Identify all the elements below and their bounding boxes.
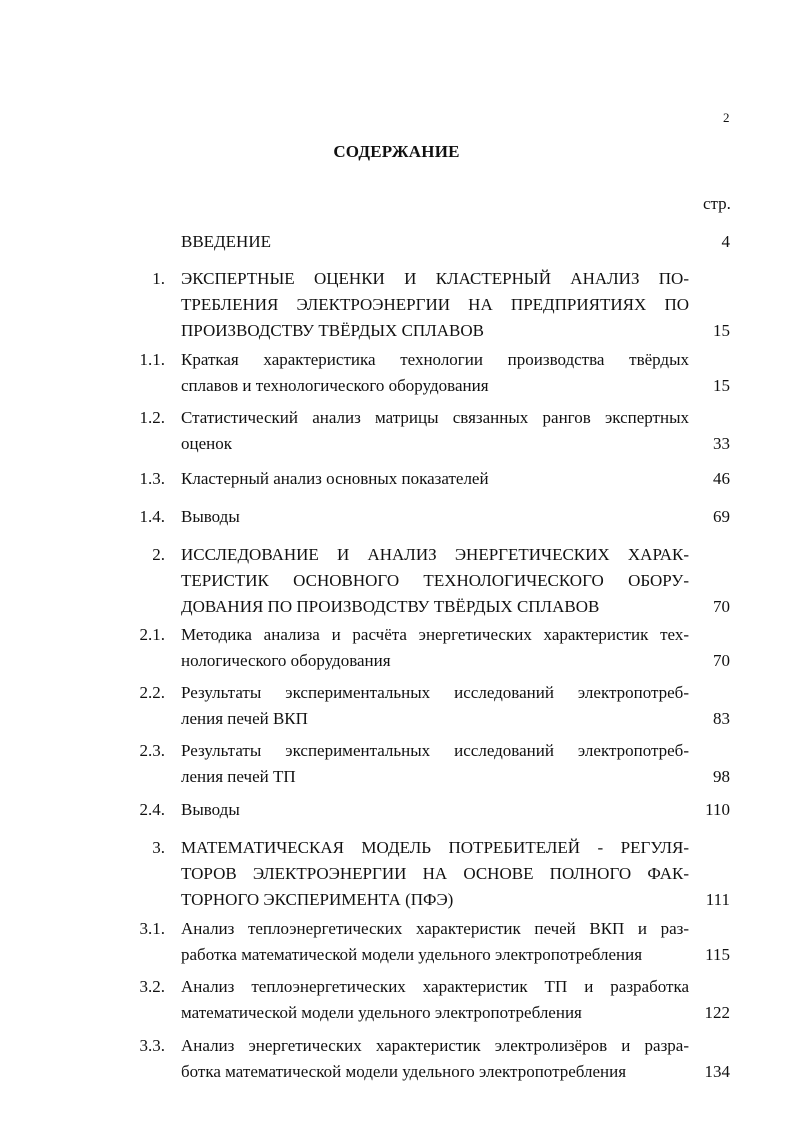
toc-entry-number: 2.2. [139,683,165,702]
toc-entry-title-line: ТОРОВ ЭЛЕКТРОЭНЕРГИИ НА ОСНОВЕ ПОЛНОГО ФАК- [181,864,689,883]
toc-entry-number: 3.3. [139,1036,165,1055]
toc-entry-title [181,622,689,674]
toc-entry-title-line: ТЕРИСТИК ОСНОВНОГО ТЕХНОЛОГИЧЕСКОГО ОБОРУ- [181,571,689,590]
toc-entry-title [181,835,689,913]
toc-entry-title-line: нологического оборудования [181,651,391,670]
toc-entry-title-line: ТОРНОГО ЭКСПЕРИМЕНТА (ПФЭ) [181,890,454,909]
toc-entry-number: 1.3. [139,469,165,488]
toc-entry-title-line: математической модели удельного электропотребления [181,1003,582,1022]
toc-entry-title [181,974,689,1026]
toc-entry-title-line: Методика анализа и расчёта энергетических характеристик тех- [181,625,689,644]
toc-entry-number: 3.2. [139,977,165,996]
toc-entry-number: 1.1. [139,350,165,369]
toc-entry-page: 98 [713,767,730,786]
toc-entry-title-line: Выводы [181,507,240,526]
toc-entry-title [181,405,689,457]
page-title: СОДЕРЖАНИЕ [333,142,460,161]
page-column-label: стр. [703,194,731,213]
toc-entry-title-line: ЭКСПЕРТНЫЕ ОЦЕНКИ И КЛАСТЕРНЫЙ АНАЛИЗ ПО- [181,269,689,288]
toc-entry-title-line: ПРОИЗВОДСТВУ ТВЁРДЫХ СПЛАВОВ [181,321,484,340]
toc-entry-title-line: ИССЛЕДОВАНИЕ И АНАЛИЗ ЭНЕРГЕТИЧЕСКИХ ХАРАК- [181,545,689,564]
toc-entry-title [181,1033,689,1085]
toc-entry-page: 115 [705,945,730,964]
toc-entry-page: 15 [713,321,730,340]
toc-entry-title-line: ДОВАНИЯ ПО ПРОИЗВОДСТВУ ТВЁРДЫХ СПЛАВОВ [181,597,600,616]
toc-entry-title-line: ВВЕДЕНИЕ [181,232,271,251]
toc-entry-title [181,797,689,823]
toc-entry-number: 3. [152,838,165,857]
toc-entry-page: 70 [713,651,730,670]
toc-entry-title-line: ления печей ТП [181,767,296,786]
toc-entry-number: 2.4. [139,800,165,819]
toc-entry-page: 4 [721,232,730,251]
toc-entry-page: 33 [713,434,730,453]
toc-entry-title [181,504,689,530]
toc-entry-title-line: Кластерный анализ основных показателей [181,469,489,488]
toc-entry-number: 1. [152,269,165,288]
toc-entry-title-line: Анализ теплоэнергетических характеристик ТП и разработка [181,977,689,996]
toc-entry-title-line: Выводы [181,800,240,819]
toc-entry-title [181,680,689,732]
toc-entry-title [181,347,689,399]
toc-entry-page: 70 [713,597,730,616]
toc-entry-number: 1.2. [139,408,165,427]
toc-entry-title-line: сплавов и технологического оборудования [181,376,489,395]
toc-entry-number: 3.1. [139,919,165,938]
toc-entry-page: 83 [713,709,730,728]
toc-entry-title-line: Краткая характеристика технологии производства твёрдых [181,350,689,369]
toc-entry-title-line: Анализ теплоэнергетических характеристик печей ВКП и раз- [181,919,689,938]
toc-entry-page: 110 [705,800,730,819]
page-number: 2 [723,110,730,125]
toc-entry-title-line: Результаты экспериментальных исследований электропотреб- [181,741,689,760]
toc-entry-title-line: Результаты экспериментальных исследований электропотреб- [181,683,689,702]
toc-entry-title-line: оценок [181,434,232,453]
toc-entry-page: 46 [713,469,730,488]
toc-entry-page: 134 [704,1062,730,1081]
toc-entry-title-line: работка математической модели удельного электропотребления [181,945,643,964]
toc-entry-page: 122 [704,1003,730,1022]
toc-entry-title [181,466,689,492]
toc-entry-title-line: Статистический анализ матрицы связанных рангов экспертных [181,408,689,427]
toc-entry-title [181,916,689,968]
toc-entry-page: 69 [713,507,730,526]
toc-entry-number: 2. [152,545,165,564]
toc-entry-title-line: Анализ энергетических характеристик электролизёров и разра- [181,1036,689,1055]
toc-entry-title-line: МАТЕМАТИЧЕСКАЯ МОДЕЛЬ ПОТРЕБИТЕЛЕЙ - РЕГУЛЯ- [181,838,689,857]
toc-entry-title [181,266,689,344]
toc-entry-title [181,542,689,620]
toc-entry-title-line: ботка математической модели удельного электропотребления [181,1062,627,1081]
toc-entry-number: 2.3. [139,741,165,760]
toc-entry-number: 2.1. [139,625,165,644]
toc-entry-title-line: ления печей ВКП [181,709,308,728]
toc-entry-page: 111 [705,890,730,909]
toc-entry-title [181,738,689,790]
toc-entry-title-line: ТРЕБЛЕНИЯ ЭЛЕКТРОЭНЕРГИИ НА ПРЕДПРИЯТИЯХ ПО [181,295,689,314]
toc-entry-page: 15 [713,376,730,395]
toc-entry-number: 1.4. [139,507,165,526]
toc-entry-title [181,229,689,255]
